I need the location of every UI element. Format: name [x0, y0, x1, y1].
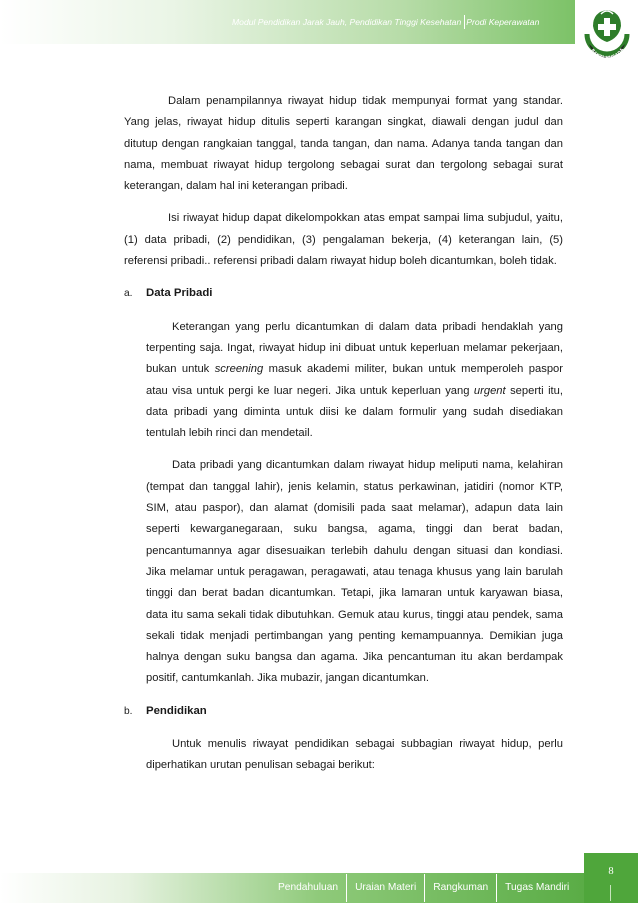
nav-uraian-materi[interactable]: Uraian Materi	[346, 874, 424, 902]
paragraph: Isi riwayat hidup dapat dikelompokkan atas empat sampai lima subjudul, yaitu, (1) data pribadi, (2) pendidikan, (3) pengalaman bekerja, (4) keterangan lain, (5) referensi pribadi.. referensi pribadi dalam riwayat hidup boleh dicantumkan, boleh tidak.	[124, 212, 563, 268]
section-title: Data Pribadi	[146, 287, 213, 300]
module-title: Modul Pendidikan Jarak Jauh, Pendidikan Tinggi Kesehatan	[232, 17, 462, 27]
footer-navigation	[270, 874, 577, 902]
logo-text: BAKTI HUSADA	[590, 46, 625, 60]
nav-rangkuman[interactable]: Rangkuman	[424, 874, 496, 902]
paragraph: Data pribadi yang dicantumkan dalam riwayat hidup meliputi nama, kelahiran (tempat dan tanggal lahir), jenis kelamin, status perkawinan, jatidiri (nomor KTP, SIM, atau paspor), dan alamat (domisili pada saat melamar), adapun data lain seperti kewarganegaraan, suku bangsa, agama, tinggi dan berat badan, pencantumannya agar disesuaikan terlebih dahulu dengan situasi dan kondiasi. Jika melamar untuk peragawan, peragawati, atau tenaga khusus yang lain barulah tinggi dan berat badan dicantumkan. Tetapi, jika lamaran untuk karyawan biasa, data itu sama sekali tidak dibutuhkan. Gemuk atau kurus, tinggi atau pendek, sama sekali tidak menjadi pertimbangan yang penting kemampuannya. Demikian juga halnya dengan suku bangsa dan agama. Jika pencantuman itu akan berdampak positif, cantumkanlah. Jika mubazir, jangan dicantumkan.	[146, 459, 563, 685]
program-name: Prodi Keperawatan	[466, 17, 540, 27]
section-b-body	[146, 734, 563, 777]
paragraph: Dalam penampilannya riwayat hidup tidak mempunyai format yang standar. Yang jelas, riwayat hidup ditulis seperti karangan singkat, diawali dengan judul dan ditutup dengan rangkaian tanggal, tanda tangan, dan nama. Adanya tanda tangan dan nama, membuat riwayat hidup tergolong sebagai surat dan tergolong sebagai surat keterangan, dalam hal ini keterangan pribadi.	[124, 95, 563, 193]
text-run: seperti itu, data pribadi yang diminta untuk diisi ke dalam formulir yang sudah disediakan tentulah lebih rinci dan mendetail.	[146, 384, 563, 440]
page-number-box	[584, 853, 638, 903]
emphasis: urgent	[473, 384, 506, 397]
paragraph: Untuk menulis riwayat pendidikan sebagai subbagian riwayat hidup, perlu diperhatikan urutan penulisan sebagai berikut:	[146, 738, 563, 772]
nav-pendahuluan[interactable]: Pendahuluan	[278, 882, 339, 893]
header-separator	[464, 15, 465, 29]
nav-tugas-mandiri[interactable]: Tugas Mandiri	[496, 874, 577, 902]
text-run: Keterangan yang perlu dicantumkan di dalam data pribadi hendaklah yang terpenting saja. Ingat, riwayat hidup ini dibuat untuk keperluan melamar pekerjaan, bukan untuk	[146, 320, 563, 376]
page-divider	[610, 885, 611, 901]
document-body	[124, 91, 563, 777]
emphasis: screening	[214, 363, 264, 376]
bakti-husada-logo	[579, 4, 635, 74]
section-letter: a.	[124, 288, 133, 300]
running-header	[232, 15, 572, 29]
section-a-body	[146, 317, 563, 690]
section-title: Pendidikan	[146, 704, 207, 717]
section-heading-a	[124, 283, 563, 304]
section-letter: b.	[124, 705, 133, 717]
page-number: 8	[608, 866, 614, 877]
text-run: masuk akademi militer, bukan untuk memperoleh paspor atau visa untuk pergi ke luar negeri. Jika untuk keperluan yang	[146, 363, 563, 397]
section-heading-b	[124, 701, 563, 722]
paragraph	[146, 317, 563, 445]
